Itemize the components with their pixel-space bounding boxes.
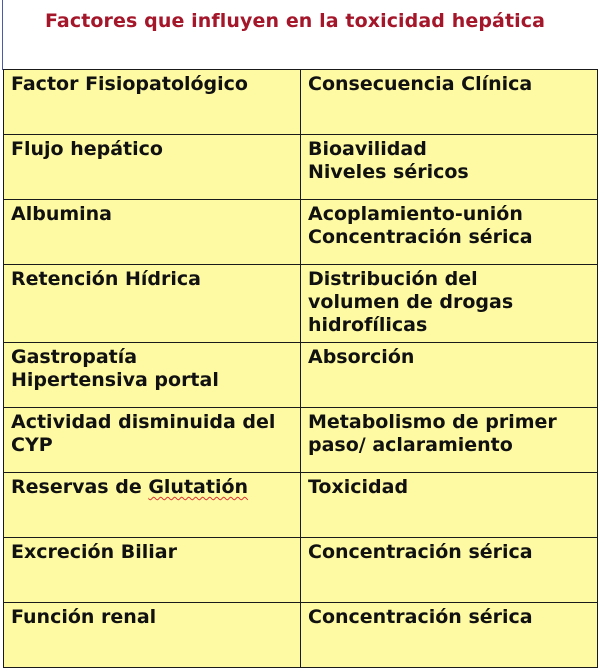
consequence-text: Acoplamiento-unión	[308, 203, 523, 225]
table-row	[4, 603, 598, 668]
factor-text: Flujo hepático	[11, 138, 163, 160]
table-row	[4, 538, 598, 603]
factor-text: CYP	[11, 434, 53, 456]
consequence-text: Concentración sérica	[308, 226, 533, 248]
factor-cell	[4, 408, 301, 473]
factor-text	[11, 476, 293, 499]
consequence-text: paso/ aclaramiento	[308, 434, 513, 456]
factor-text: Función renal	[11, 606, 157, 628]
consequence-text: Concentración sérica	[308, 606, 533, 628]
factor-text: Actividad disminuida del	[11, 411, 276, 433]
slide-title: Factores que influyen en la toxicidad hepática	[44, 10, 546, 32]
factor-cell	[4, 135, 301, 200]
table-row	[4, 408, 598, 473]
consequence-text: Bioavilidad	[308, 138, 427, 160]
consequence-cell	[301, 603, 598, 668]
factor-cell	[4, 343, 301, 408]
table-row	[4, 473, 598, 538]
consequence-text: Distribución del	[308, 268, 478, 290]
factor-text: Hipertensiva portal	[11, 369, 219, 391]
table-header-row	[4, 70, 598, 135]
header-factor-label: Factor Fisiopatológico	[11, 73, 248, 95]
factor-cell	[4, 538, 301, 603]
header-consequence-label: Consecuencia Clínica	[308, 73, 533, 95]
table-row	[4, 200, 598, 265]
factors-table	[3, 69, 598, 668]
consequence-text: Metabolismo de primer	[308, 411, 557, 433]
factor-text: Retención Hídrica	[11, 268, 201, 290]
factor-text: Gastropatía	[11, 346, 138, 368]
consequence-cell	[301, 343, 598, 408]
consequence-text: Niveles séricos	[308, 161, 469, 183]
consequence-text: Toxicidad	[308, 476, 409, 498]
consequence-cell	[301, 200, 598, 265]
consequence-text: Concentración sérica	[308, 541, 533, 563]
consequence-text: volumen de drogas	[308, 291, 514, 313]
consequence-cell	[301, 408, 598, 473]
spellcheck-underlined-word: Glutatión	[148, 476, 249, 498]
factor-cell	[4, 473, 301, 538]
consequence-cell	[301, 538, 598, 603]
consequence-cell	[301, 473, 598, 538]
consequence-cell	[301, 265, 598, 343]
table-row	[4, 265, 598, 343]
table-row	[4, 343, 598, 408]
factor-cell	[4, 265, 301, 343]
table-row	[4, 135, 598, 200]
factor-text: Excreción Biliar	[11, 541, 177, 563]
header-factor-cell	[4, 70, 301, 135]
factor-cell	[4, 200, 301, 265]
factor-text-part: Reservas de	[11, 476, 149, 498]
factor-text: Albumina	[11, 203, 113, 225]
consequence-cell	[301, 135, 598, 200]
consequence-text: Absorción	[308, 346, 415, 368]
header-consequence-cell	[301, 70, 598, 135]
consequence-text: hidrofílicas	[308, 314, 428, 336]
factor-cell	[4, 603, 301, 668]
